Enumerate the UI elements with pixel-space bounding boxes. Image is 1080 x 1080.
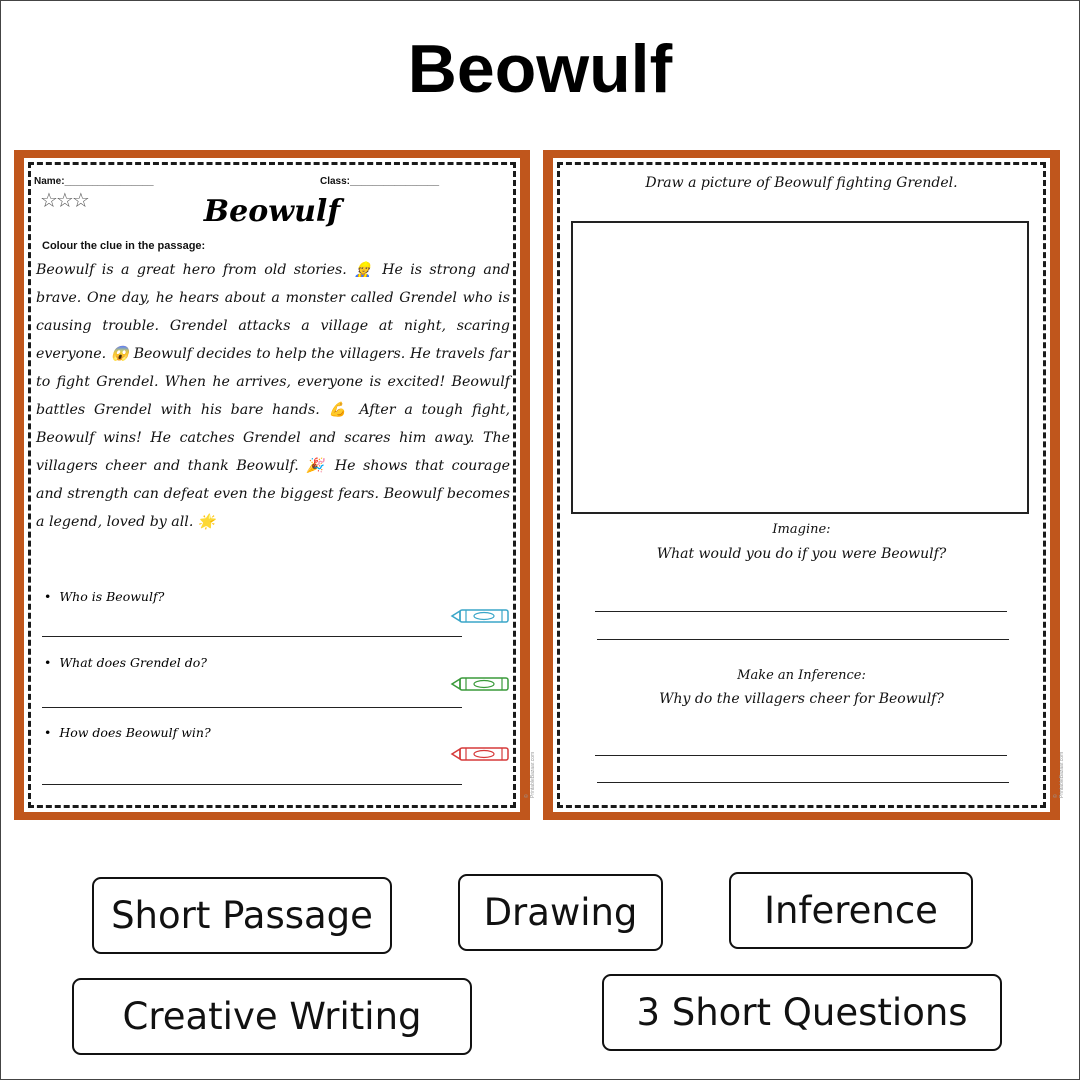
question-3-text: How does Beowulf win? <box>59 725 211 740</box>
imagine-question: What would you do if you were Beowulf? <box>656 546 947 562</box>
imagine-label: Imagine: <box>772 522 831 537</box>
bullet: • <box>44 655 60 670</box>
worksheet-drawing-paper <box>553 158 1065 812</box>
worksheet-drawing <box>543 150 1065 820</box>
watermark: © PrintableBazaar.com <box>524 751 536 798</box>
inference-question: Why do the villagers cheer for Beowulf? <box>659 691 944 707</box>
question-2-text: What does Grendel do? <box>59 655 207 670</box>
crayon-icon <box>450 607 512 625</box>
question-3 <box>44 725 211 740</box>
star-rating-icon: ☆☆☆ <box>40 188 88 212</box>
answer-line[interactable] <box>595 611 1007 612</box>
crayon-icon <box>450 675 512 693</box>
tag-creative-writing: Creative Writing <box>72 978 472 1055</box>
worksheet-reading <box>14 150 536 820</box>
instruction-label: Colour the clue in the passage: <box>42 240 206 252</box>
question-1 <box>44 589 164 604</box>
tag-drawing: Drawing <box>458 874 663 951</box>
answer-line[interactable] <box>597 639 1009 640</box>
class-label: Class:________________ <box>320 176 439 187</box>
worksheet-title: Beowulf <box>203 194 341 229</box>
tag-short-passage: Short Passage <box>92 877 392 954</box>
name-label: Name:________________ <box>34 176 154 187</box>
answer-line[interactable] <box>595 755 1007 756</box>
question-1-text: Who is Beowulf? <box>59 589 165 604</box>
worksheet-reading-paper <box>24 158 536 812</box>
bullet: • <box>44 725 60 740</box>
answer-line[interactable] <box>597 782 1009 783</box>
reading-passage: Beowulf is a great hero from old stories. 👷 He is strong and brave. One day, he hears about a monster called Grendel who is causing trouble. Grendel attacks a village at night, scaring everyone. 😱 Beowulf decides to help the villagers. He travels far to fight Grendel. When he arrives, everyone is excited! Beowulf battles Grendel with his bare hands. 💪 After a tough fight, Beowulf wins! He catches Grendel and scares him away. The villagers cheer and thank Beowulf. 🎉 He shows that courage and strength can defeat even the biggest fears. Beowulf becomes a legend, loved by all. 🌟 <box>36 262 510 530</box>
answer-line[interactable] <box>42 707 462 708</box>
inference-label: Make an Inference: <box>737 668 866 683</box>
answer-line[interactable] <box>42 636 462 637</box>
drawing-box[interactable] <box>571 221 1029 514</box>
draw-prompt: Draw a picture of Beowulf fighting Grendel. <box>645 175 958 191</box>
watermark: © PrintableBazaar.com <box>1053 751 1065 798</box>
crayon-icon <box>450 745 512 763</box>
bullet: • <box>44 589 60 604</box>
tag-inference: Inference <box>729 872 973 949</box>
page-title: Beowulf <box>407 31 673 107</box>
question-2 <box>44 655 207 670</box>
tag-3-short-questions: 3 Short Questions <box>602 974 1002 1051</box>
answer-line[interactable] <box>42 784 462 785</box>
